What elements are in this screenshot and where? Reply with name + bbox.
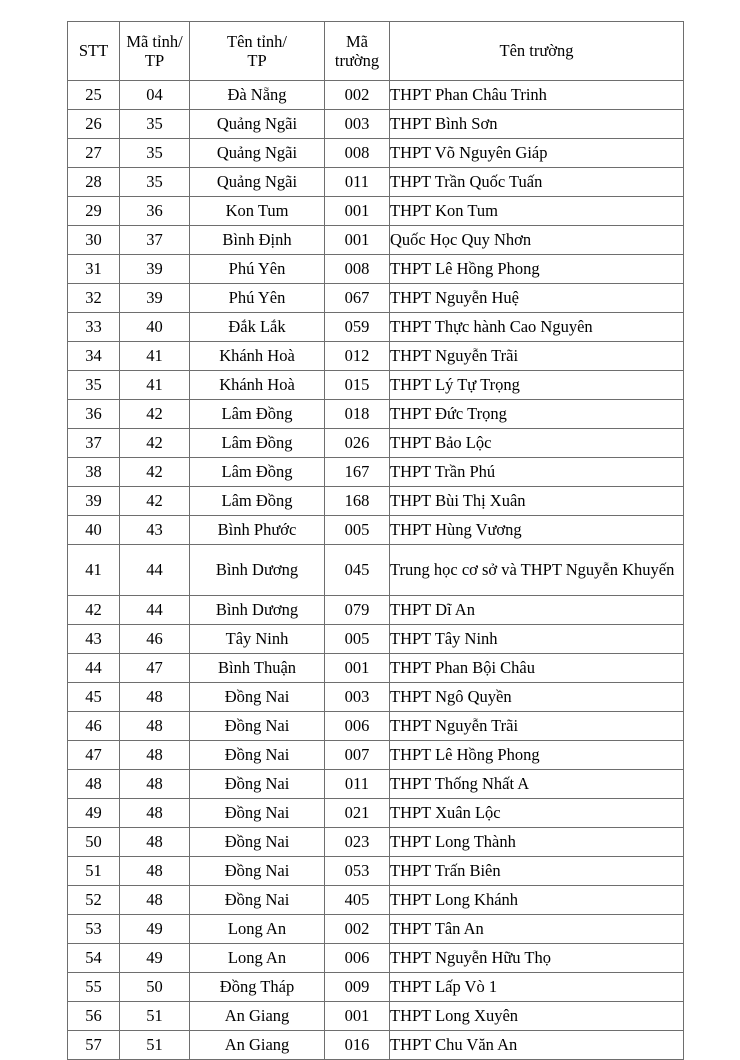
table-row — [68, 654, 684, 683]
cell-school-name: THPT Trần Phú — [390, 458, 684, 487]
cell-school-code: 012 — [325, 342, 390, 371]
cell-school-name: THPT Trấn Biên — [390, 857, 684, 886]
cell-stt: 45 — [68, 683, 120, 712]
cell-stt: 57 — [68, 1031, 120, 1060]
cell-stt: 54 — [68, 944, 120, 973]
cell-stt: 47 — [68, 741, 120, 770]
cell-school-code: 001 — [325, 654, 390, 683]
cell-stt: 49 — [68, 799, 120, 828]
column-header-province-name-line1: Tên tỉnh/ — [226, 31, 288, 51]
cell-province-name: Bình Thuận — [190, 654, 325, 683]
table-row — [68, 342, 684, 371]
table-row — [68, 1031, 684, 1060]
cell-school-name: THPT Lấp Vò 1 — [390, 973, 684, 1002]
cell-province-name: Đồng Nai — [190, 770, 325, 799]
cell-province-name: Đồng Nai — [190, 799, 325, 828]
table-header — [68, 22, 684, 81]
cell-stt: 37 — [68, 429, 120, 458]
cell-province-code: 36 — [120, 197, 190, 226]
cell-school-name: Trung học cơ sở và THPT Nguyễn Khuyến — [390, 545, 684, 596]
column-header-province-name — [190, 22, 325, 81]
cell-stt: 55 — [68, 973, 120, 1002]
cell-school-name: THPT Nguyễn Trãi — [390, 342, 684, 371]
cell-school-name: THPT Lê Hồng Phong — [390, 741, 684, 770]
cell-province-name: Đồng Nai — [190, 857, 325, 886]
cell-stt: 42 — [68, 596, 120, 625]
cell-stt: 33 — [68, 313, 120, 342]
cell-school-name: THPT Phan Châu Trinh — [390, 81, 684, 110]
cell-province-name: Đồng Nai — [190, 828, 325, 857]
column-header-province-code-line2: TP — [144, 51, 165, 70]
cell-province-code: 47 — [120, 654, 190, 683]
cell-province-code: 48 — [120, 828, 190, 857]
cell-school-code: 021 — [325, 799, 390, 828]
cell-province-name: Tây Ninh — [190, 625, 325, 654]
cell-province-name: Quảng Ngãi — [190, 139, 325, 168]
cell-school-code: 059 — [325, 313, 390, 342]
cell-school-code: 003 — [325, 110, 390, 139]
cell-school-name: Quốc Học Quy Nhơn — [390, 226, 684, 255]
cell-school-code: 405 — [325, 886, 390, 915]
cell-stt: 30 — [68, 226, 120, 255]
cell-stt: 39 — [68, 487, 120, 516]
cell-stt: 31 — [68, 255, 120, 284]
table-row — [68, 973, 684, 1002]
cell-school-code: 007 — [325, 741, 390, 770]
cell-school-name: THPT Xuân Lộc — [390, 799, 684, 828]
cell-stt: 56 — [68, 1002, 120, 1031]
cell-school-code: 002 — [325, 915, 390, 944]
cell-school-name: THPT Bảo Lộc — [390, 429, 684, 458]
cell-stt: 29 — [68, 197, 120, 226]
cell-school-name: THPT Bình Sơn — [390, 110, 684, 139]
table-row — [68, 226, 684, 255]
table-row — [68, 741, 684, 770]
cell-school-code: 003 — [325, 683, 390, 712]
cell-school-code: 045 — [325, 545, 390, 596]
column-header-province-code — [120, 22, 190, 81]
cell-school-name: THPT Đức Trọng — [390, 400, 684, 429]
table-row — [68, 516, 684, 545]
cell-school-code: 011 — [325, 168, 390, 197]
cell-province-code: 42 — [120, 400, 190, 429]
cell-school-code: 005 — [325, 625, 390, 654]
cell-school-name: THPT Nguyễn Trãi — [390, 712, 684, 741]
cell-stt: 27 — [68, 139, 120, 168]
cell-province-name: Lâm Đồng — [190, 400, 325, 429]
cell-school-name: THPT Lê Hồng Phong — [390, 255, 684, 284]
cell-province-name: Bình Dương — [190, 545, 325, 596]
cell-province-code: 42 — [120, 429, 190, 458]
table-row — [68, 81, 684, 110]
cell-province-code: 48 — [120, 683, 190, 712]
cell-stt: 43 — [68, 625, 120, 654]
column-header-school-name: Tên trường — [390, 22, 684, 81]
cell-school-name: THPT Thực hành Cao Nguyên — [390, 313, 684, 342]
cell-school-code: 008 — [325, 139, 390, 168]
table-row — [68, 371, 684, 400]
cell-province-name: Lâm Đồng — [190, 429, 325, 458]
cell-school-name: THPT Nguyễn Hữu Thọ — [390, 944, 684, 973]
cell-province-name: Long An — [190, 944, 325, 973]
cell-province-name: Bình Phước — [190, 516, 325, 545]
cell-school-code: 005 — [325, 516, 390, 545]
cell-stt: 35 — [68, 371, 120, 400]
cell-school-name: THPT Tân An — [390, 915, 684, 944]
cell-province-code: 42 — [120, 487, 190, 516]
table-body — [68, 81, 684, 1060]
cell-province-name: Quảng Ngãi — [190, 168, 325, 197]
header-row — [68, 22, 684, 81]
cell-province-name: Đồng Nai — [190, 886, 325, 915]
cell-school-name: THPT Thống Nhất A — [390, 770, 684, 799]
cell-stt: 28 — [68, 168, 120, 197]
cell-school-name: THPT Ngô Quyền — [390, 683, 684, 712]
cell-province-code: 49 — [120, 915, 190, 944]
cell-school-name: THPT Võ Nguyên Giáp — [390, 139, 684, 168]
cell-province-name: Long An — [190, 915, 325, 944]
cell-province-name: Quảng Ngãi — [190, 110, 325, 139]
cell-province-code: 48 — [120, 857, 190, 886]
cell-province-code: 44 — [120, 596, 190, 625]
table-row — [68, 168, 684, 197]
cell-school-name: THPT Hùng Vương — [390, 516, 684, 545]
cell-province-code: 49 — [120, 944, 190, 973]
cell-province-code: 48 — [120, 799, 190, 828]
cell-school-code: 001 — [325, 1002, 390, 1031]
cell-school-code: 026 — [325, 429, 390, 458]
cell-school-name: THPT Long Thành — [390, 828, 684, 857]
cell-school-name: THPT Phan Bội Châu — [390, 654, 684, 683]
cell-province-name: Khánh Hoà — [190, 371, 325, 400]
cell-stt: 38 — [68, 458, 120, 487]
cell-school-name: THPT Trần Quốc Tuấn — [390, 168, 684, 197]
cell-stt: 40 — [68, 516, 120, 545]
cell-province-code: 35 — [120, 168, 190, 197]
table-row — [68, 915, 684, 944]
cell-school-code: 011 — [325, 770, 390, 799]
cell-province-name: Đà Nẵng — [190, 81, 325, 110]
cell-stt: 25 — [68, 81, 120, 110]
cell-school-name: THPT Chu Văn An — [390, 1031, 684, 1060]
cell-province-code: 51 — [120, 1002, 190, 1031]
column-header-school-code — [325, 22, 390, 81]
cell-province-code: 50 — [120, 973, 190, 1002]
cell-school-code: 168 — [325, 487, 390, 516]
cell-province-name: Đồng Tháp — [190, 973, 325, 1002]
table-row — [68, 487, 684, 516]
cell-school-name: THPT Long Xuyên — [390, 1002, 684, 1031]
table-row — [68, 255, 684, 284]
cell-school-code: 008 — [325, 255, 390, 284]
cell-province-code: 37 — [120, 226, 190, 255]
cell-school-name: THPT Tây Ninh — [390, 625, 684, 654]
table-row — [68, 197, 684, 226]
cell-stt: 52 — [68, 886, 120, 915]
table-row — [68, 596, 684, 625]
cell-stt: 44 — [68, 654, 120, 683]
cell-stt: 41 — [68, 545, 120, 596]
table-row — [68, 944, 684, 973]
cell-school-code: 167 — [325, 458, 390, 487]
table-row — [68, 886, 684, 915]
cell-school-code: 023 — [325, 828, 390, 857]
table-row — [68, 683, 684, 712]
cell-province-code: 48 — [120, 770, 190, 799]
cell-stt: 36 — [68, 400, 120, 429]
cell-province-name: Lâm Đồng — [190, 458, 325, 487]
cell-school-name: THPT Lý Tự Trọng — [390, 371, 684, 400]
cell-province-code: 46 — [120, 625, 190, 654]
cell-province-name: Bình Dương — [190, 596, 325, 625]
cell-school-code: 002 — [325, 81, 390, 110]
cell-province-name: An Giang — [190, 1002, 325, 1031]
cell-school-code: 018 — [325, 400, 390, 429]
cell-province-name: Phú Yên — [190, 255, 325, 284]
cell-school-code: 053 — [325, 857, 390, 886]
cell-province-code: 51 — [120, 1031, 190, 1060]
cell-province-code: 44 — [120, 545, 190, 596]
cell-province-code: 48 — [120, 741, 190, 770]
table-row — [68, 139, 684, 168]
column-header-province-name-line2: TP — [247, 51, 267, 70]
cell-province-code: 39 — [120, 284, 190, 313]
cell-school-name: THPT Dĩ An — [390, 596, 684, 625]
cell-province-code: 48 — [120, 712, 190, 741]
table-row — [68, 712, 684, 741]
cell-school-code: 067 — [325, 284, 390, 313]
cell-stt: 48 — [68, 770, 120, 799]
cell-school-code: 015 — [325, 371, 390, 400]
table-row — [68, 828, 684, 857]
cell-school-code: 079 — [325, 596, 390, 625]
cell-stt: 26 — [68, 110, 120, 139]
cell-school-code: 006 — [325, 712, 390, 741]
cell-school-code: 016 — [325, 1031, 390, 1060]
table-row — [68, 400, 684, 429]
column-header-school-code-line2: trường — [334, 51, 380, 70]
cell-province-code: 42 — [120, 458, 190, 487]
cell-province-name: Bình Định — [190, 226, 325, 255]
cell-province-name: Lâm Đồng — [190, 487, 325, 516]
table-row — [68, 110, 684, 139]
cell-school-code: 001 — [325, 226, 390, 255]
table-row — [68, 429, 684, 458]
cell-school-code: 009 — [325, 973, 390, 1002]
table-row — [68, 545, 684, 596]
column-header-province-code-line1: Mã tỉnh/ — [126, 31, 183, 51]
table-row — [68, 625, 684, 654]
cell-province-name: Kon Tum — [190, 197, 325, 226]
cell-province-code: 35 — [120, 110, 190, 139]
column-header-stt: STT — [68, 22, 120, 81]
table-row — [68, 770, 684, 799]
cell-stt: 50 — [68, 828, 120, 857]
cell-school-code: 001 — [325, 197, 390, 226]
school-list-table — [67, 21, 684, 1060]
cell-province-name: Đồng Nai — [190, 741, 325, 770]
cell-school-code: 006 — [325, 944, 390, 973]
cell-province-name: An Giang — [190, 1031, 325, 1060]
cell-school-name: THPT Long Khánh — [390, 886, 684, 915]
cell-province-code: 04 — [120, 81, 190, 110]
cell-stt: 32 — [68, 284, 120, 313]
cell-province-name: Khánh Hoà — [190, 342, 325, 371]
cell-province-code: 41 — [120, 342, 190, 371]
table-row — [68, 799, 684, 828]
cell-stt: 34 — [68, 342, 120, 371]
table-row — [68, 857, 684, 886]
cell-province-name: Đắk Lắk — [190, 313, 325, 342]
table-row — [68, 284, 684, 313]
column-header-school-code-line1: Mã — [346, 31, 368, 51]
cell-province-code: 35 — [120, 139, 190, 168]
cell-province-name: Đồng Nai — [190, 683, 325, 712]
cell-province-code: 39 — [120, 255, 190, 284]
table-row — [68, 458, 684, 487]
cell-stt: 53 — [68, 915, 120, 944]
cell-school-name: THPT Kon Tum — [390, 197, 684, 226]
cell-stt: 51 — [68, 857, 120, 886]
table-row — [68, 313, 684, 342]
cell-province-code: 41 — [120, 371, 190, 400]
cell-province-code: 43 — [120, 516, 190, 545]
cell-school-name: THPT Nguyễn Huệ — [390, 284, 684, 313]
cell-province-code: 48 — [120, 886, 190, 915]
cell-school-name: THPT Bùi Thị Xuân — [390, 487, 684, 516]
cell-stt: 46 — [68, 712, 120, 741]
cell-province-code: 40 — [120, 313, 190, 342]
table-row — [68, 1002, 684, 1031]
cell-province-name: Phú Yên — [190, 284, 325, 313]
cell-province-name: Đồng Nai — [190, 712, 325, 741]
